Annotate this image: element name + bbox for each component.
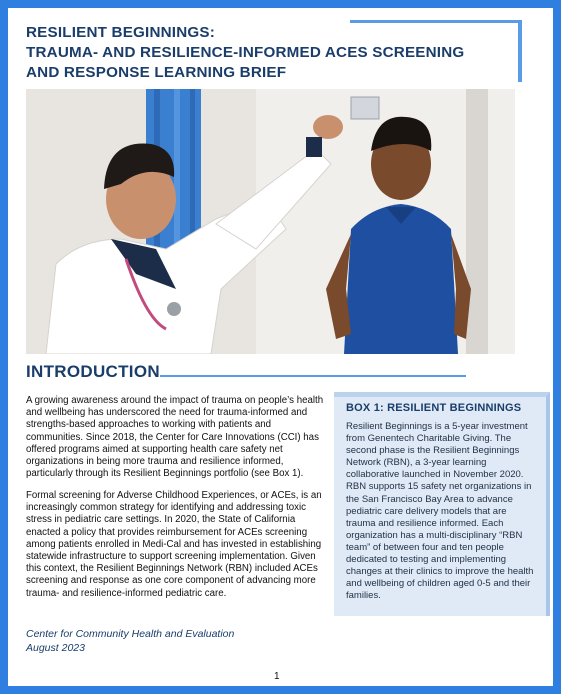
document-title [26, 23, 514, 83]
document-page [10, 10, 551, 684]
title-line-3: AND RESPONSE LEARNING BRIEF [26, 64, 287, 81]
intro-paragraph-1: A growing awareness around the impact of trauma on people’s health and wellbeing has underscored the need for trauma-informed and strengths-based approaches to working with patients and communities. Since 2018, the Center for Care Innovations (CCI) has offered programs aimed at supporting health care safety net organizations in being more trauma and resilience informed, particularly through its Resilient Beginnings portfolio (see Box 1). [26, 395, 324, 480]
box-title: BOX 1: RESILIENT BEGINNINGS [346, 402, 522, 414]
author-credit [26, 627, 234, 655]
sidebar-box [334, 392, 550, 616]
introduction-rule [160, 375, 466, 377]
doctor-measuring-child-illustration [26, 89, 515, 354]
credit-date: August 2023 [26, 642, 85, 654]
page-number: 1 [274, 671, 280, 682]
cover-photo [26, 89, 515, 354]
title-line-2: TRAUMA- AND RESILIENCE-INFORMED ACES SCREENING [26, 44, 465, 61]
title-accent-bar [518, 20, 522, 82]
intro-paragraph-2: Formal screening for Adverse Childhood Experiences, or ACEs, is an increasingly common strategy for identifying and addressing toxic stress in pediatric care settings. In 2020, the State of California enacted a policy that provides reimbursement for ACEs screening among patients enrolled in Medi-Cal and has invested in establishing statewide infrastructure to support screening implementation. Given this context, the Resilient Beginnings Network (RBN) included ACEs screening and response as one core component of advancing more trauma- and resilience-informed pediatric care. [26, 490, 322, 599]
box-body: Resilient Beginnings is a 5-year investment from Genentech Charitable Giving. The second phase is the Resilient Beginnings Network (RBN), a 3-year learning collaborative launched in November 2020. RBN supports 15 safety net organizations in the San Francisco Bay Area to advance pediatric care delivery models that are trauma and resilience informed. Each organization has a multi-disciplinary “RBN team” of between four and ten people dedicated to testing and implementing changes at their clinics to improve the health and wellbeing of children aged 0-5 and their families. [346, 421, 534, 602]
introduction-heading: INTRODUCTION [26, 362, 160, 381]
credit-organization: Center for Community Health and Evaluation [26, 628, 235, 640]
title-line-1: RESILIENT BEGINNINGS: [26, 24, 215, 41]
